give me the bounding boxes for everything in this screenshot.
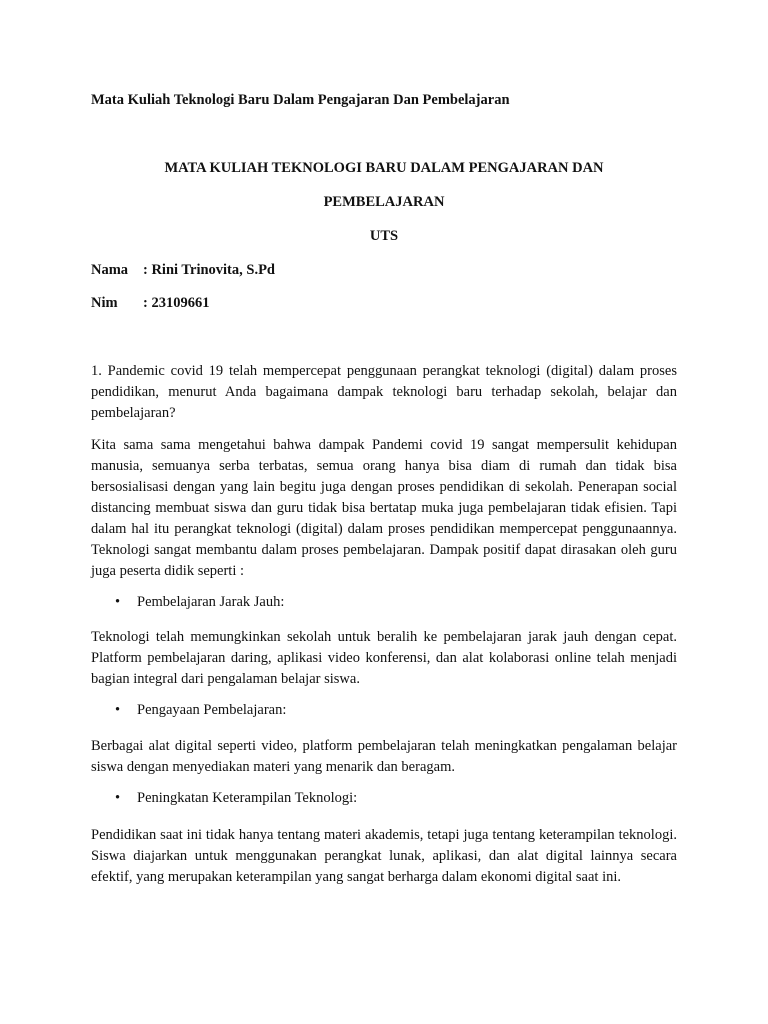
document-header-title: Mata Kuliah Teknologi Baru Dalam Pengajaran Dan Pembelajaran: [91, 92, 510, 108]
bullet-text-3: Peningkatan Keterampilan Teknologi:: [137, 790, 358, 806]
bullet-dot-icon: •: [115, 594, 121, 610]
student-nim-row: [91, 295, 209, 312]
main-title-line-2: PEMBELAJARAN: [323, 194, 445, 210]
student-name-row: [91, 262, 275, 279]
main-title-line-1: MATA KULIAH TEKNOLOGI BARU DALAM PENGAJARAN DAN: [164, 160, 604, 176]
bullet-dot-icon: •: [115, 702, 121, 718]
question-1: 1. Pandemic covid 19 telah mempercepat penggunaan perangkat teknologi (digital) dalam proses pendidikan, menurut Anda bagaimana dampak teknologi baru terhadap sekolah, belajar dan pembelajaran?: [91, 363, 677, 421]
paragraph-1: Teknologi telah memungkinkan sekolah untuk beralih ke pembelajaran jarak jauh dengan cepat. Platform pembelajaran daring, aplikasi video konferensi, dan alat kolaborasi online telah menjadi bagian integral dari pengalaman belajar siswa.: [91, 629, 677, 687]
bullet-item-3: [115, 790, 357, 807]
bullet-item-1: [115, 594, 284, 611]
bullet-item-2: [115, 702, 286, 719]
name-label: Nama: [91, 262, 129, 278]
nim-label: Nim: [91, 295, 118, 311]
paragraph-3: Pendidikan saat ini tidak hanya tentang materi akademis, tetapi juga tentang keterampilan teknologi. Siswa diajarkan untuk menggunakan perangkat lunak, aplikasi, dan alat digital lainnya secara efektif, yang merupakan keterampilan yang sangat berharga dalam ekonomi digital saat ini.: [91, 827, 677, 885]
answer-intro-paragraph: Kita sama sama mengetahui bahwa dampak Pandemi covid 19 sangat mempersulit kehidupan manusia, semuanya serba terbatas, semua orang hanya bisa diam di rumah dan tidak bisa bersosialisasi dengan yang lain begitu juga dengan proses pendidikan di sekolah. Penerapan social distancing membuat siswa dan guru tidak bisa bertatap muka juga pembelajaran tidak efisien. Tapi dalam hal itu perangkat teknologi (digital) dalam proses pendidikan mempercepat penggunaannya. Teknologi sangat membantu dalam proses pembelajaran. Dampak positif dapat dirasakan oleh guru juga peserta didik seperti :: [91, 437, 677, 579]
bullet-text-2: Pengayaan Pembelajaran:: [137, 702, 287, 718]
paragraph-2: Berbagai alat digital seperti video, platform pembelajaran telah meningkatkan pengalaman belajar siswa dengan menyediakan materi yang menarik dan beragam.: [91, 738, 677, 775]
bullet-dot-icon: •: [115, 790, 121, 806]
nim-value: : 23109661: [143, 295, 210, 311]
name-value: : Rini Trinovita, S.Pd: [143, 262, 276, 278]
bullet-text-1: Pembelajaran Jarak Jauh:: [137, 594, 285, 610]
subtitle-uts: UTS: [369, 228, 399, 244]
